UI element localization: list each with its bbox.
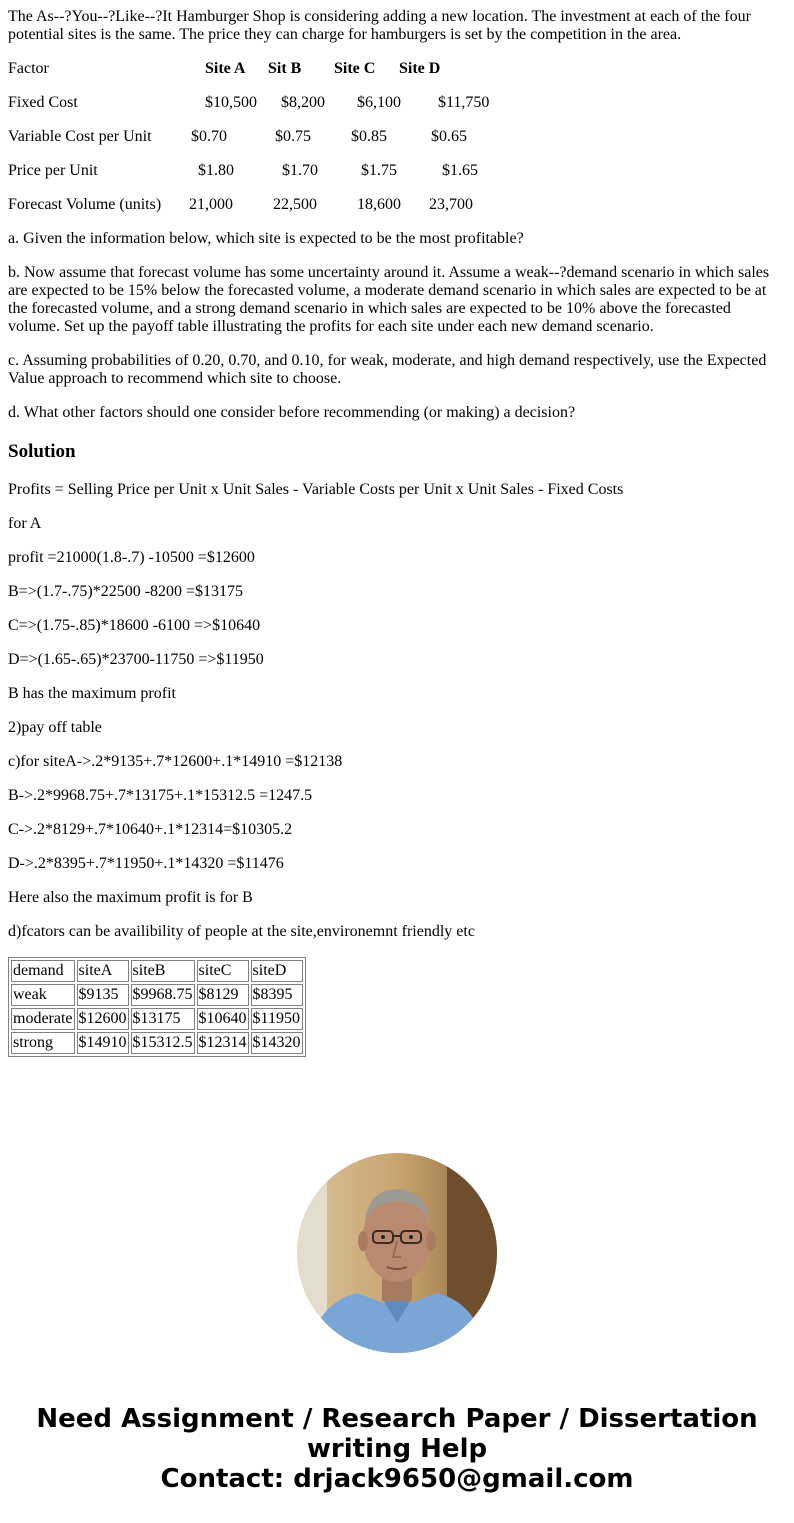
table-cell: $14910 [77,1032,129,1054]
table-cell: $9135 [77,984,129,1006]
row-label: Variable Cost per Unit [8,128,152,145]
forecast-volume-row [8,196,786,214]
problem-intro: The As--?You--?Like--?It Hamburger Shop is considering adding a new location. The investment at each of the four potential sites is the same. The price they can charge for hamburgers is set by the competition in the area. [8,8,751,43]
table-cell: siteC [197,960,249,982]
factor-label: Factor [8,60,49,77]
table-cell: $14320 [251,1032,303,1054]
solution-line: profit =21000(1.8-.7) -10500 =$12600 [8,549,255,566]
table-cell: siteA [77,960,129,982]
cell: $1.70 [282,162,318,179]
cell: $0.65 [431,128,467,145]
solution-line: D->.2*8395+.7*11950+.1*14320 =$11476 [8,855,284,872]
solution-line: C=>(1.75-.85)*18600 -6100 =>$10640 [8,617,261,634]
table-cell: strong [11,1032,75,1054]
table-header-row [11,960,303,982]
table-cell: $13175 [131,1008,195,1030]
solution-line: Profits = Selling Price per Unit x Unit Sales - Variable Costs per Unit x Unit Sales - Fixed Costs [8,481,624,498]
site-d-header: Site D [399,60,441,77]
site-b-header: Sit B [268,60,302,77]
table-cell: $9968.75 [131,984,195,1006]
solution-line: B has the maximum profit [8,685,176,702]
avatar [297,1153,497,1353]
site-c-header: Site C [334,60,376,77]
cell: $8,200 [281,94,325,111]
cell: $0.70 [191,128,227,145]
cell: 22,500 [273,196,317,213]
table-row [11,984,303,1006]
cell: $1.75 [361,162,397,179]
factor-table [8,60,786,214]
cell: $0.75 [275,128,311,145]
question-b: b. Now assume that forecast volume has some uncertainty around it. Assume a weak--?demand scenario in which sales are expected to be 15% below the forecasted volume, a moderate demand scenario in which sales are expected to be at the forecasted volume, and a strong demand scenario in which sales are expected to be 10% above the forecasted volume. Set up the payoff table illustrating the profits for each site under each new demand scenario. [8,264,770,335]
solution-line: 2)pay off table [8,719,102,736]
table-cell: demand [11,960,75,982]
variable-cost-row [8,128,786,146]
solution-line: c)for siteA->.2*9135+.7*12600+.1*14910 =$12138 [8,753,343,770]
table-cell: siteD [251,960,303,982]
solution-line: D=>(1.65-.65)*23700-11750 =>$11950 [8,651,264,668]
question-c: c. Assuming probabilities of 0.20, 0.70, and 0.10, for weak, moderate, and high demand respectively, use the Expected Value approach to recommend which site to choose. [8,352,767,387]
cell: 21,000 [189,196,233,213]
fixed-cost-row [8,94,786,112]
question-d: d. What other factors should one consider before recommending (or making) a decision? [8,404,576,421]
table-cell: $12314 [197,1032,249,1054]
table-row [11,1032,303,1054]
solution-heading: Solution [8,441,76,462]
table-cell: $10640 [197,1008,249,1030]
solution-line: C->.2*8129+.7*10640+.1*12314=$10305.2 [8,821,293,838]
solution-line: B->.2*9968.75+.7*13175+.1*15312.5 =1247.5 [8,787,313,804]
solution-line: for A [8,515,42,532]
table-cell: $12600 [77,1008,129,1030]
cell: $1.80 [198,162,234,179]
cell: $1.65 [442,162,478,179]
cell: $11,750 [438,94,490,111]
question-a: a. Given the information below, which site is expected to be the most profitable? [8,230,524,247]
price-row [8,162,786,180]
cell: $10,500 [205,94,257,111]
cell: $0.85 [351,128,387,145]
table-row [11,1008,303,1030]
payoff-table [8,957,306,1057]
table-cell: $11950 [251,1008,303,1030]
table-cell: weak [11,984,75,1006]
site-a-header: Site A [205,60,246,77]
table-cell: $8395 [251,984,303,1006]
author-photo [297,1153,497,1353]
table-cell: $8129 [197,984,249,1006]
table-cell: siteB [131,960,195,982]
banner-line: writing Help [306,1434,488,1464]
solution-line: d)fcators can be availibility of people at the site,environemnt friendly etc [8,923,475,940]
table-cell: $15312.5 [131,1032,195,1054]
row-label: Fixed Cost [8,94,78,111]
cell: 18,600 [357,196,401,213]
banner-line: Need Assignment / Research Paper / Dissertation [36,1404,758,1434]
factor-header-row [8,60,786,78]
contact-banner [0,1404,794,1494]
solution-line: B=>(1.7-.75)*22500 -8200 =$13175 [8,583,244,600]
solution-line: Here also the maximum profit is for B [8,889,253,906]
table-cell: moderate [11,1008,75,1030]
cell: 23,700 [429,196,473,213]
cell: $6,100 [357,94,401,111]
row-label: Price per Unit [8,162,98,179]
row-label: Forecast Volume (units) [8,196,162,213]
banner-contact: Contact: drjack9650@gmail.com [160,1464,634,1494]
